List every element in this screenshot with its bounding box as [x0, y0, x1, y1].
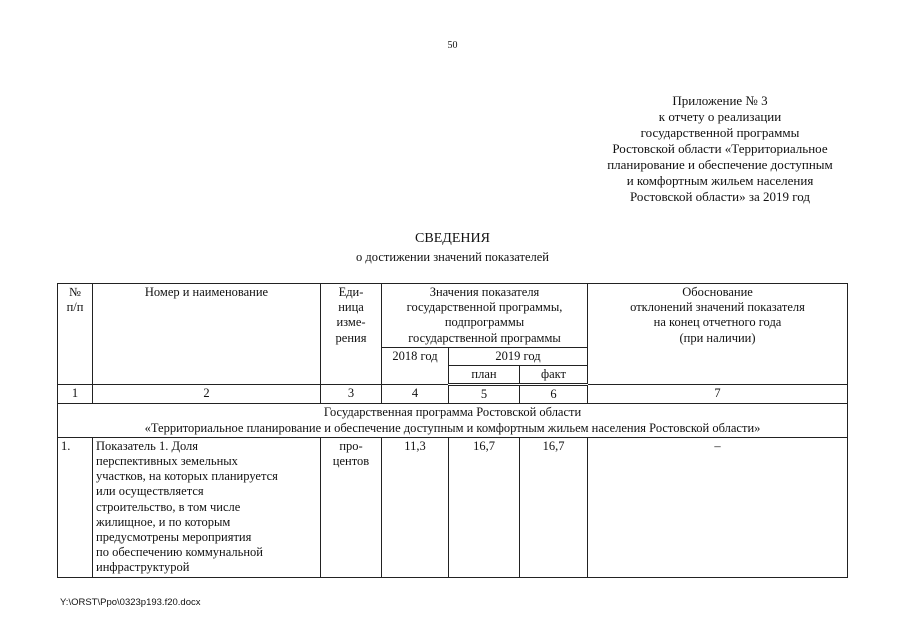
header-num: № п/п	[58, 284, 93, 385]
header-plan: план	[449, 366, 520, 385]
column-number: 4	[382, 385, 449, 404]
document-title: СВЕДЕНИЯ	[415, 231, 490, 246]
column-number: 6	[520, 385, 588, 404]
indicators-table	[57, 283, 848, 578]
header-2018: 2018 год	[382, 347, 449, 384]
row-indicator-name: Показатель 1. Доля перспективных земельных участков, на которых планируется или осуществляется строительство, в том числе жилищное, и по которым предусмотрены мероприятия по обеспечению коммунальной инфраструктурой	[93, 437, 321, 577]
column-number: 5	[449, 385, 520, 404]
header-2019: 2019 год	[449, 347, 588, 365]
column-numbers-row	[58, 385, 848, 404]
column-number: 1	[58, 385, 93, 404]
row-unit: про- центов	[321, 437, 382, 577]
appendix-line: планирование и обеспечение доступным	[607, 157, 833, 172]
appendix-line: и комфортным жильем населения	[626, 173, 814, 188]
appendix-line: государственной программы	[640, 125, 800, 140]
appendix-line: Приложение № 3	[672, 93, 768, 108]
row-value-2018: 11,3	[382, 437, 449, 577]
appendix-header	[575, 93, 865, 205]
header-values: Значения показателя государственной программы, подпрограммы государственной программы	[382, 284, 588, 348]
appendix-line: к отчету о реализации	[658, 109, 782, 124]
header-fact: факт	[520, 366, 588, 385]
table-row	[58, 437, 848, 577]
header-row	[58, 284, 848, 348]
page-number: 50	[447, 40, 458, 51]
column-number: 3	[321, 385, 382, 404]
appendix-line: Ростовской области «Территориальное	[612, 141, 828, 156]
row-num: 1.	[58, 437, 93, 577]
column-number: 2	[93, 385, 321, 404]
row-value-fact: 16,7	[520, 437, 588, 577]
program-title-row	[58, 404, 848, 437]
header-unit: Еди- ница изме- рения	[321, 284, 382, 385]
column-number: 7	[588, 385, 848, 404]
document-subtitle: о достижении значений показателей	[356, 250, 549, 264]
header-name: Номер и наименование	[93, 284, 321, 385]
row-value-plan: 16,7	[449, 437, 520, 577]
row-justification: –	[588, 437, 848, 577]
program-title: Государственная программа Ростовской области «Территориальное планирование и обеспечение доступным и комфортным жильем населения Ростовской области»	[58, 404, 848, 437]
file-path-footer: Y:\ORST\Ppo\0323p193.f20.docx	[60, 597, 201, 608]
header-justification: Обоснование отклонений значений показателя на конец отчетного года (при наличии)	[588, 284, 848, 385]
appendix-line: Ростовской области» за 2019 год	[629, 189, 811, 204]
